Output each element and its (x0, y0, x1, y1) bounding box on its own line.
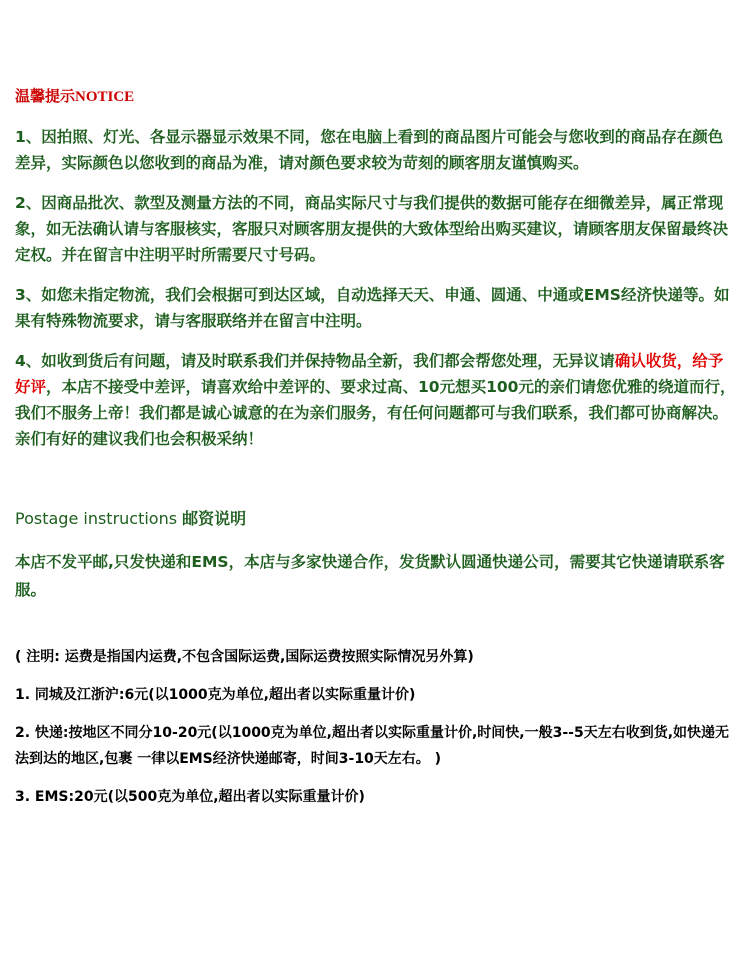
notice-list (15, 124, 737, 466)
postage-title-latin: Postage instructions (15, 509, 183, 528)
notice-item-1 (15, 124, 737, 176)
postage-title-cn: 邮资说明 (182, 509, 247, 528)
rate-item-local: 1. 同城及江浙沪:6元(以1000克为单位,超出者以实际重量计价) (15, 687, 416, 703)
notice-item-text: ，本店不接受中差评，请喜欢给中差评的、要求过高、10元想买100元的亲们请您优雅的绕道而行，我们不服务上帝！我们都是诚心诚意的在为亲们服务，有任何问题都可与我们联系，我们都可协商解决。亲们有好的建议我们也会积极采纳！ (15, 378, 736, 448)
notice-item-text: 2、因商品批次、款型及测量方法的不同，商品实际尺寸与我们提供的数据可能存在细微差异，属正常现象，如无法确认请与客服核实，客服只对顾客朋友提供的大致体型给出购买建议，请顾客朋友保留最终决定权。并在留言中注明平时所需要尺寸号码。 (15, 194, 729, 264)
rate-item-express: 2. 快递:按地区不同分10-20元(以1000克为单位,超出者以实际重量计价,时间快,一般3--5天左右收到货,如快递无法到达的地区,包裹 一律以EMS经济快递邮寄，时间3-10天左右。 ) (15, 725, 730, 767)
notice-item-2 (15, 190, 737, 268)
notice-title: 温馨提示NOTICE (15, 89, 135, 105)
notice-item-3 (15, 282, 737, 334)
notice-item-text: 1、因拍照、灯光、各显示器显示效果不同，您在电脑上看到的商品图片可能会与您收到的商品存在颜色差异，实际颜色以您收到的商品为准，请对颜色要求较为苛刻的顾客朋友谨慎购买。 (15, 128, 724, 172)
postage-intro: 本店不发平邮,只发快递和EMS，本店与多家快递合作，发货默认圆通快递公司，需要其它快递请联系客服。 (15, 553, 725, 599)
notice-emphasis-text: 确认收货，给予好评 (15, 352, 724, 396)
rate-item-ems: 3. EMS:20元(以500克为单位,超出者以实际重量计价) (15, 789, 365, 805)
postage-title (15, 508, 246, 530)
notice-item-text: 4、如收到货后有问题，请及时联系我们并保持物品全新，我们都会帮您处理，无异议请 (15, 352, 615, 370)
notice-item-4 (15, 348, 737, 452)
rate-list (15, 644, 737, 822)
rate-note: ( 注明: 运费是指国内运费,不包含国际运费,国际运费按照实际情况另外算) (15, 649, 474, 665)
notice-item-text: 3、如您未指定物流，我们会根据可到达区域，自动选择天天、申通、圆通、中通或EMS经济快递等。如果有特殊物流要求，请与客服联络并在留言中注明。 (15, 286, 730, 330)
